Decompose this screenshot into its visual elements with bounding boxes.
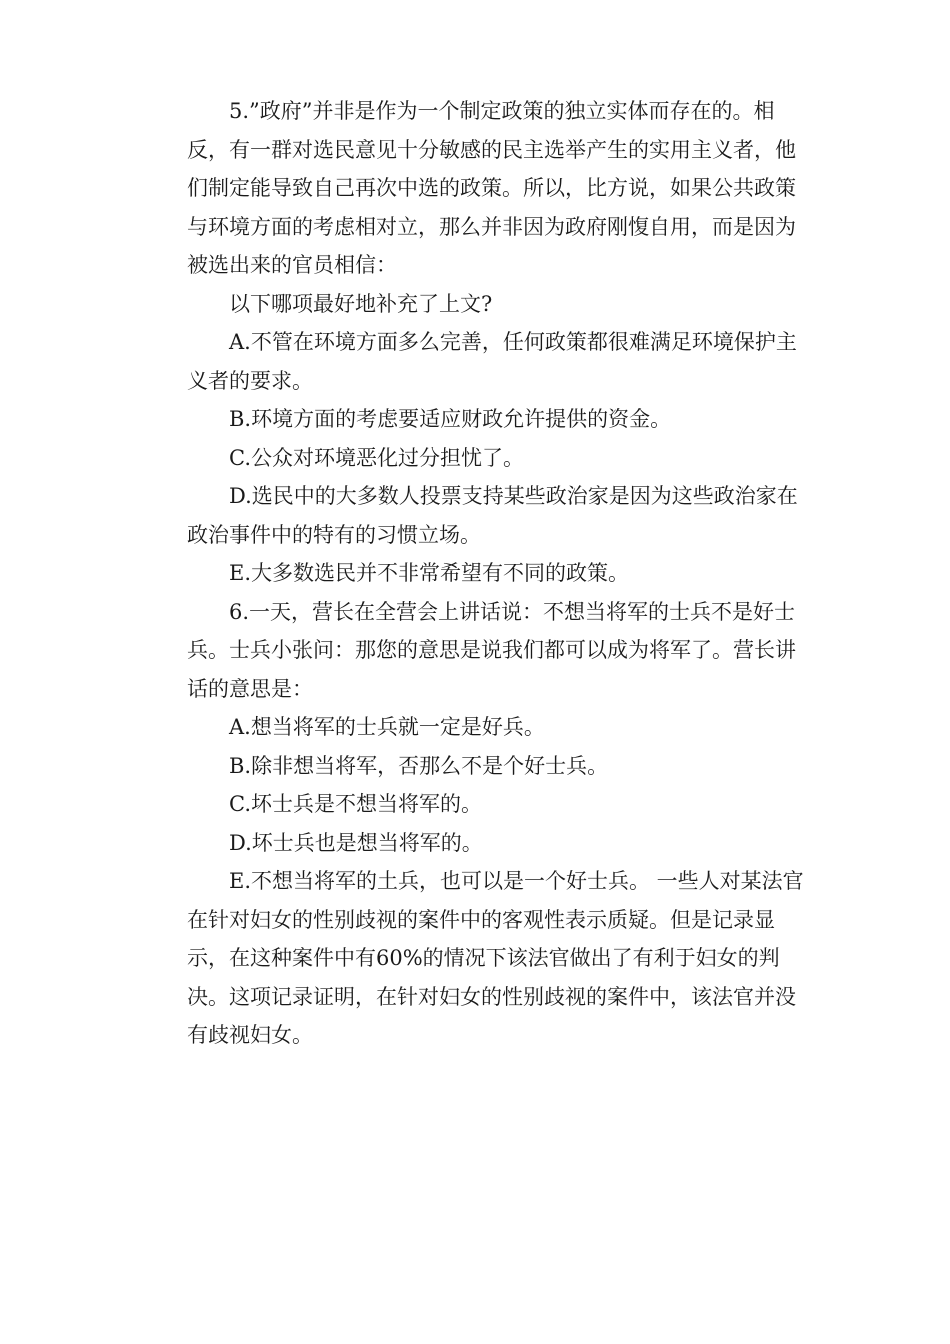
text-line: A.不管在环境方面多么完善，任何政策都很难满足环境保护主	[229, 330, 797, 354]
text-line: 5.”政府”并非是作为一个制定政策的独立实体而存在的。相	[229, 99, 775, 123]
text-line: 决。这项记录证明，在针对妇女的性别歧视的案件中，该法官并没	[187, 984, 796, 1009]
text-line: B.除非想当将军，否那么不是个好士兵。	[229, 753, 609, 778]
paragraph-option-c	[145, 439, 805, 478]
text-line: 在针对妇女的性别歧视的案件中的客观性表示质疑。但是记录显	[187, 907, 775, 932]
text-line: E.大多数选民并不非常希望有不同的政策。	[229, 561, 630, 585]
text-line: 被选出来的官员相信：	[187, 253, 397, 277]
text-line: 义者的要求。	[187, 368, 313, 393]
text-line: B.环境方面的考虑要适应财政允许提供的资金。	[229, 407, 672, 431]
text-line: 兵。士兵小张问：那您的意思是说我们都可以成为将军了。营长讲	[187, 638, 796, 662]
paragraph-option-a	[145, 708, 805, 747]
paragraph-prompt	[145, 285, 805, 324]
text-line: C.公众对环境恶化过分担忧了。	[229, 445, 524, 470]
text-line: E.不想当将军的土兵，也可以是一个好士兵。 一些人对某法官	[229, 869, 804, 893]
text-line: 有歧视妇女。	[187, 1023, 313, 1047]
text-line: 示，在这种案件中有60%的情况下该法官做出了有利于妇女的判	[187, 946, 780, 970]
text-line: 与环境方面的考虑相对立，那么并非因为政府刚愎自用，而是因为	[187, 214, 796, 239]
text-line: D.坏士兵也是想当将军的。	[229, 830, 483, 855]
text-line: A.想当将军的士兵就一定是好兵。	[229, 715, 545, 739]
paragraph-option-e	[145, 554, 805, 593]
paragraph-question-6	[145, 593, 805, 709]
paragraph-option-d	[145, 824, 805, 863]
text-line: 政治事件中的特有的习惯立场。	[187, 522, 481, 547]
paragraph-option-b	[145, 400, 805, 439]
text-line: C.坏士兵是不想当将军的。	[229, 792, 482, 816]
paragraph-option-c	[145, 785, 805, 824]
paragraph-option-e	[145, 862, 805, 1055]
text-line: 以下哪项最好地补充了上文?	[229, 291, 493, 316]
paragraph-question-5	[145, 92, 805, 285]
paragraph-option-b	[145, 747, 805, 786]
text-line: 反，有一群对选民意见十分敏感的民主选举产生的实用主义者，他	[187, 137, 796, 162]
document-page	[145, 92, 805, 1055]
paragraph-option-a	[145, 323, 805, 400]
text-line: 6.一天，营长在全营会上讲话说：不想当将军的士兵不是好士	[229, 599, 796, 624]
paragraph-option-d	[145, 477, 805, 554]
text-line: 话的意思是：	[187, 676, 313, 701]
text-line: D.选民中的大多数人投票支持某些政治家是因为这些政治家在	[229, 484, 798, 508]
text-line: 们制定能导致自己再次中选的政策。所以，比方说，如果公共政策	[187, 176, 796, 200]
